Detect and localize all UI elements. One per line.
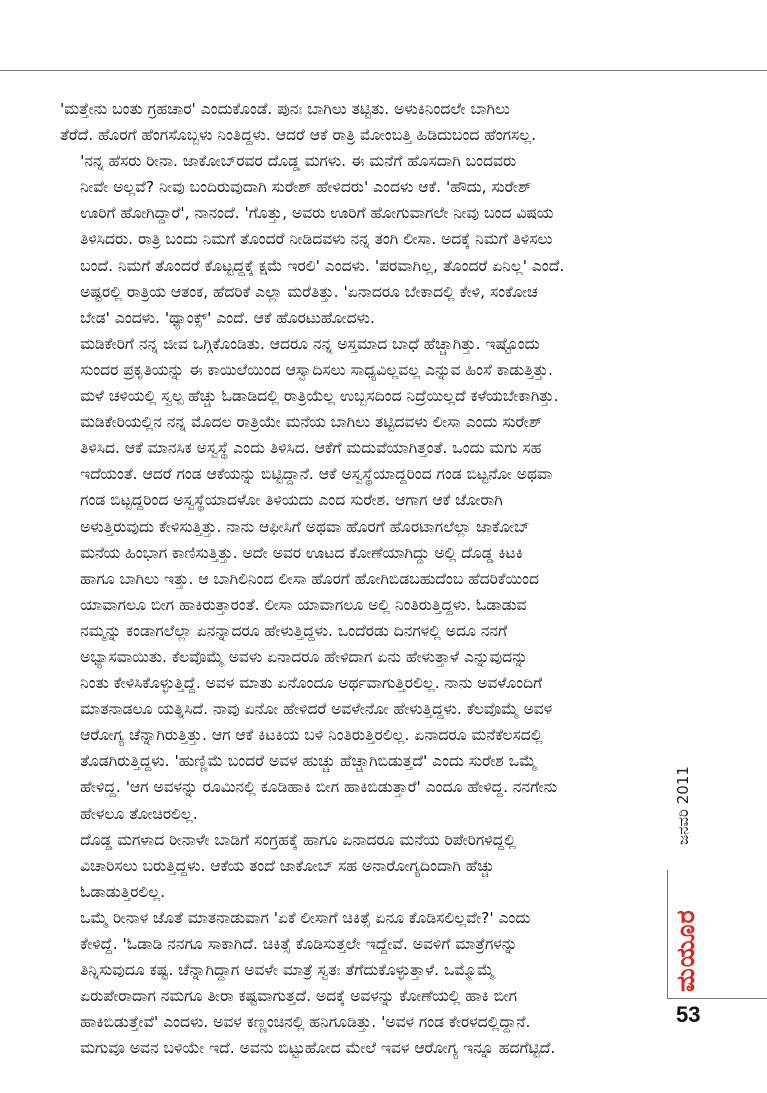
text-line: ಯಾವಾಗಲೂ ಬೀಗ ಹಾಕಿರುತ್ತಾರಂತೆ. ಲೀಸಾ ಯಾವಾಗಲೂ ಅಲ್ಲಿ ನಿಂತಿರುತ್ತಿದ್ದಳು. ಓಡಾಡುವ (80, 595, 527, 614)
text-line: ಇದೆಯಂತೆ. ಆದರೆ ಗಂಡ ಆಕೆಯನ್ನು ಬಿಟ್ಟಿದ್ದಾನೆ. ಆಕೆ ಅಸ್ವಸ್ಥೆಯಾದ್ದರಿಂದ ಗಂಡ ಬಿಟ್ಟನೋ ಅಥವಾ (80, 465, 553, 484)
text-line: 'ನನ್ನ ಹೆಸರು ರೀನಾ. ಜಾಕೋಬ್‌ರವರ ದೊಡ್ಡ ಮಗಳು. ಈ ಮನೆಗೆ ಹೊಸದಾಗಿ ಬಂದವರು (80, 152, 517, 171)
text-line: ವಿಚಾರಿಸಲು ಬರುತ್ತಿದ್ದಳು. ಆಕೆಯ ತಂದೆ ಜಾಕೋಬ್ ಸಹ ಅನಾರೋಗ್ಯದಿಂದಾಗಿ ಹೆಚ್ಚು (80, 856, 495, 875)
text-line: ಮಾತನಾಡಲೂ ಯತ್ನಿಸಿದೆ. ನಾವು ಏನೋ ಹೇಳಿದರೆ ಅವಳೇನೋ ಹೇಳುತ್ತಿದ್ದಳು. ಕೆಲವೊಮ್ಮೆ ಅವಳ (80, 700, 553, 719)
text-line: ಗಂಡ ಬಿಟ್ಟದ್ದರಿಂದ ಅಸ್ವಸ್ಥೆಯಾದಳೋ ತಿಳಿಯದು ಎಂದ ಸುರೇಶ. ಆಗಾಗ ಆಕೆ ಜೋರಾಗಿ (80, 491, 503, 510)
article-paragraph (60, 905, 666, 1062)
text-line: ನಮ್ಮನ್ನು ಕಂಡಾಗಲೆಲ್ಲಾ ಏನನ್ನಾದರೂ ಹೇಳುತ್ತಿದ್ದಳು. ಒಂದೆರಡು ದಿನಗಳಲ್ಲಿ ಅದೂ ನನಗೆ (80, 621, 508, 640)
text-line: ಊರಿಗೆ ಹೋಗಿದ್ದಾರೆ', ನಾನಂದೆ. 'ಗೊತ್ತು, ಅವರು ಊರಿಗೆ ಹೋಗುವಾಗಲೇ ನೀವು ಬಂದ ವಿಷಯ (80, 204, 554, 223)
text-line: ತಿನ್ನಿಸುವುದೂ ಕಷ್ಟ. ಚೆನ್ನಾಗಿದ್ದಾಗ ಅವಳೇ ಮಾತ್ರೆ ಸ್ವತಃ ತೆಗೆದುಕೊಳ್ಳುತ್ತಾಳೆ. ಒಮ್ಮೊಮ್ಮೆ (80, 961, 495, 980)
issue-date: ಜನವರಿ 2011 (674, 766, 692, 845)
text-line: ತಿಳಿಸಿದ. ಆಕೆ ಮಾನಸಿಕ ಅಸ್ವಸ್ಥೆ ಎಂದು ತಿಳಿಸಿದ. ಆಕೆಗೆ ಮದುವೆಯಾಗಿತ್ತಂತೆ. ಒಂದು ಮಗು ಸಹ (80, 439, 542, 458)
text-line: 'ಮತ್ತೇನು ಬಂತು ಗ್ರಹಚಾರ' ಎಂದುಕೊಂಡೆ. ಪುನಃ ಬಾಗಿಲು ತಟ್ಟಿತು. ಅಳುಕಿನಿಂದಲೇ ಬಾಗಿಲು (60, 100, 510, 118)
article-body (60, 96, 666, 1061)
text-line: ಸುಂದರ ಪ್ರಕೃತಿಯನ್ನು ಈ ಕಾಯಿಲೆಯಿಂದ ಆಸ್ವಾದಿಸಲು ಸಾಧ್ಯವಿಲ್ಲವಲ್ಲ ಎನ್ನುವ ಹಿಂಸೆ ಕಾಡುತ್ತಿತ್ತು. (80, 360, 553, 379)
text-line: ನೀವೇ ಅಲ್ಲವೆ? ನೀವು ಬಂದಿರುವುದಾಗಿ ಸುರೇಶ್ ಹೇಳಿದರು' ಎಂದಳು ಆಕೆ. 'ಹೌದು, ಸುರೇಶ್ (80, 178, 532, 197)
text-line: ತಿಳಿಸಿದರು. ರಾತ್ರಿ ಬಂದು ನಿಮಗೆ ತೊಂದರೆ ನೀಡಿದವಳು ನನ್ನ ತಂಗಿ ಲೀಸಾ. ಅದಕ್ಕೆ ನಿಮಗೆ ತಿಳಿಸಲು (80, 230, 553, 249)
article-paragraph (60, 827, 666, 905)
article-paragraph (60, 409, 666, 827)
sidebar-divider (667, 870, 668, 998)
article-paragraph (60, 148, 666, 331)
text-line: ಅಭ್ಯಾಸವಾಯಿತು. ಕೆಲವೊಮ್ಮೆ ಅವಳು ಏನಾದರೂ ಹೇಳಿದಾಗ ಏನು ಹೇಳುತ್ತಾಳೆ ಎನ್ನುವುದನ್ನು (80, 647, 528, 666)
text-line: ಮಳೆ ಚಳಿಯಲ್ಲಿ ಸ್ವಲ್ಪ ಹೆಚ್ಚು ಓಡಾಡಿದಲ್ಲಿ ರಾತ್ರಿಯೆಲ್ಲ ಉಬ್ಬಸದಿಂದ ನಿದ್ರೆಯಿಲ್ಲದೆ ಕಳೆಯಬೇಕಾಗಿತ್ತು. (80, 387, 559, 406)
text-line: ಕೇಳಿದ್ದೆ. 'ಓಡಾಡಿ ನನಗೂ ಸಾಕಾಗಿದೆ. ಚಿಕಿತ್ಸೆ ಕೊಡಿಸುತ್ತಲೇ ಇದ್ದೇವೆ. ಅವಳಿಗೆ ಮಾತ್ರೆಗಳನ್ನು (80, 935, 518, 953)
text-line: ನಿಂತು ಕೇಳಿಸಿಕೊಳ್ಳುತ್ತಿದ್ದೆ. ಅವಳ ಮಾತು ಏನೊಂದೂ ಅರ್ಥವಾಗುತ್ತಿರಲಿಲ್ಲ. ನಾನು ಅವಳೊಂದಿಗೆ (80, 674, 543, 693)
text-line: ಮಡಿಕೇರಿಗೆ ನನ್ನ ಜೀವ ಒಗ್ಗಿಕೊಂಡಿತು. ಆದರೂ ನನ್ನ ಅಸ್ತಮಾದ ಬಾಧೆ ಹೆಚ್ಚಾಗಿತ್ತು. ಇಷ್ಟೊಂದು (80, 334, 540, 353)
header-divider (0, 70, 767, 71)
text-line: ಅಳುತ್ತಿರುವುದು ಕೇಳಿಸುತ್ತಿತ್ತು. ನಾನು ಆಫೀಸಿಗೆ ಅಥವಾ ಹೊರಗೆ ಹೊರಟಾಗಲೆಲ್ಲಾ ಜಾಕೋಬ್ (80, 517, 530, 536)
text-line: ಬೇಡ' ಎಂದಳು. 'ಥ್ಯಾಂಕ್ಸ್' ಎಂದೆ. ಆಕೆ ಹೊರಟುಹೋದಳು. (80, 308, 375, 327)
article-paragraph (60, 331, 666, 409)
text-line: ಹಾಗೂ ಬಾಗಿಲು ಇತ್ತು. ಆ ಬಾಗಿಲಿನಿಂದ ಲೀಸಾ ಹೊರಗೆ ಹೋಗಿಬಿಡಬಹುದೆಂಬ ಹೆದರಿಕೆಯಿಂದ (80, 569, 539, 588)
text-line: ತೊಡಗಿರುತ್ತಿದ್ದಳು. 'ಹುಣ್ಣಿಮೆ ಬಂದರೆ ಅವಳ ಹುಚ್ಚು ಹೆಚ್ಚಾಗಿಬಿಡುತ್ತದೆ' ಎಂದು ಸುರೇಶ ಒಮ್ಮೆ (80, 752, 537, 771)
page-number: 53 (676, 1002, 701, 1027)
text-line: ಓಡಾಡುತ್ತಿರಲಿಲ್ಲ. (80, 882, 166, 901)
text-line: ಹೇಳಲೂ ತೋಚಿರಲಿಲ್ಲ. (80, 804, 198, 823)
text-line: ಏರುಪೇರಾದಾಗ ನಮಗೂ ತೀರಾ ಕಷ್ಟವಾಗುತ್ತದೆ. ಅದಕ್ಕೆ ಅವಳನ್ನು ಕೋಣೆಯಲ್ಲಿ ಹಾಕಿ ಬೀಗ (80, 987, 517, 1006)
text-line: ಹೇಳಿದ್ದ. 'ಆಗ ಅವಳನ್ನು ರೂಮಿನಲ್ಲಿ ಕೂಡಿಹಾಕಿ ಬೀಗ ಹಾಕಿಬಿಡುತ್ತಾರೆ' ಎಂದೂ ಹೇಳಿದ್ದ. ನನಗೇನು (80, 778, 558, 797)
text-line: ಅಷ್ಟರಲ್ಲಿ ರಾತ್ರಿಯ ಆತಂಕ, ಹೆದರಿಕೆ ಎಲ್ಲಾ ಮರೆತಿತ್ತು. 'ಏನಾದರೂ ಬೇಕಾದಲ್ಲಿ ಕೇಳಿ, ಸಂಕೋಚ (80, 282, 538, 301)
page-number-divider (667, 998, 767, 999)
text-line: ಮಡಿಕೇರಿಯಲ್ಲಿನ ನನ್ನ ಮೊದಲ ರಾತ್ರಿಯೇ ಮನೆಯ ಬಾಗಿಲು ತಟ್ಟಿದವಳು ಲೀಸಾ ಎಂದು ಸುರೇಶ್ (80, 413, 543, 432)
text-line: ಹಾಕಿಬಿಡುತ್ತೇವೆ' ಎಂದಳು. ಅವಳ ಕಣ್ಣಂಚಿನಲ್ಲಿ ಹನಿಗೂಡಿತ್ತು. 'ಅವಳ ಗಂಡ ಕೇರಳದಲ್ಲಿದ್ದಾನೆ. (80, 1013, 531, 1032)
text-line: ಮಗುವೂ ಅವನ ಬಳಿಯೇ ಇದೆ. ಅವನು ಬಿಟ್ಟುಹೋದ ಮೇಲೆ ಇವಳ ಆರೋಗ್ಯ ಇನ್ನೂ ಹದಗೆಟ್ಟಿದೆ. (80, 1039, 556, 1058)
article-paragraph (60, 96, 666, 148)
magazine-logo: ಮಯೂರ (671, 909, 700, 992)
text-line: ಮನೆಯ ಹಿಂಭಾಗ ಕಾಣಿಸುತ್ತಿತ್ತು. ಅದೇ ಅವರ ಊಟದ ಕೋಣೆಯಾಗಿದ್ದು ಅಲ್ಲಿ ದೊಡ್ಡ ಕಿಟಕಿ (80, 543, 523, 562)
text-line: ಒಮ್ಮೆ ರೀನಾಳ ಜೊತೆ ಮಾತನಾಡುವಾಗ 'ಏಕೆ ಲೀಸಾಗೆ ಚಿಕಿತ್ಸೆ ಏನೂ ಕೊಡಿಸಲಿಲ್ಲವೇ?' ಎಂದು (80, 908, 531, 927)
text-line: ಬಂದೆ. ನಿಮಗೆ ತೊಂದರೆ ಕೊಟ್ಟದ್ದಕ್ಕೆ ಕ್ಷಮೆ ಇರಲಿ' ಎಂದಳು. 'ಪರವಾಗಿಲ್ಲ, ತೊಂದರೆ ಏನಿಲ್ಲ' ಎಂದೆ. (80, 256, 565, 275)
text-line: ತೆರೆದೆ. ಹೊರಗೆ ಹೆಂಗಸೊಬ್ಬಳು ನಿಂತಿದ್ದಳು. ಆದರೆ ಆಕೆ ರಾತ್ರಿ ಮೋಂಬತ್ತಿ ಹಿಡಿದುಬಂದ ಹೆಂಗಸಲ್ಲ. (60, 126, 536, 145)
text-line: ದೊಡ್ಡ ಮಗಳಾದ ರೀನಾಳೇ ಬಾಡಿಗೆ ಸಂಗ್ರಹಕ್ಕೆ ಹಾಗೂ ಏನಾದರೂ ಮನೆಯ ರಿಪೇರಿಗಳಿದ್ದಲ್ಲಿ (80, 830, 516, 849)
text-line: ಆರೋಗ್ಯ ಚೆನ್ನಾಗಿರುತ್ತಿತ್ತು. ಆಗ ಆಕೆ ಕಿಟಕಿಯ ಬಳಿ ನಿಂತಿರುತ್ತಿರಲಿಲ್ಲ. ಏನಾದರೂ ಮನೆಕೆಲಸದಲ್ಲಿ (80, 726, 543, 745)
